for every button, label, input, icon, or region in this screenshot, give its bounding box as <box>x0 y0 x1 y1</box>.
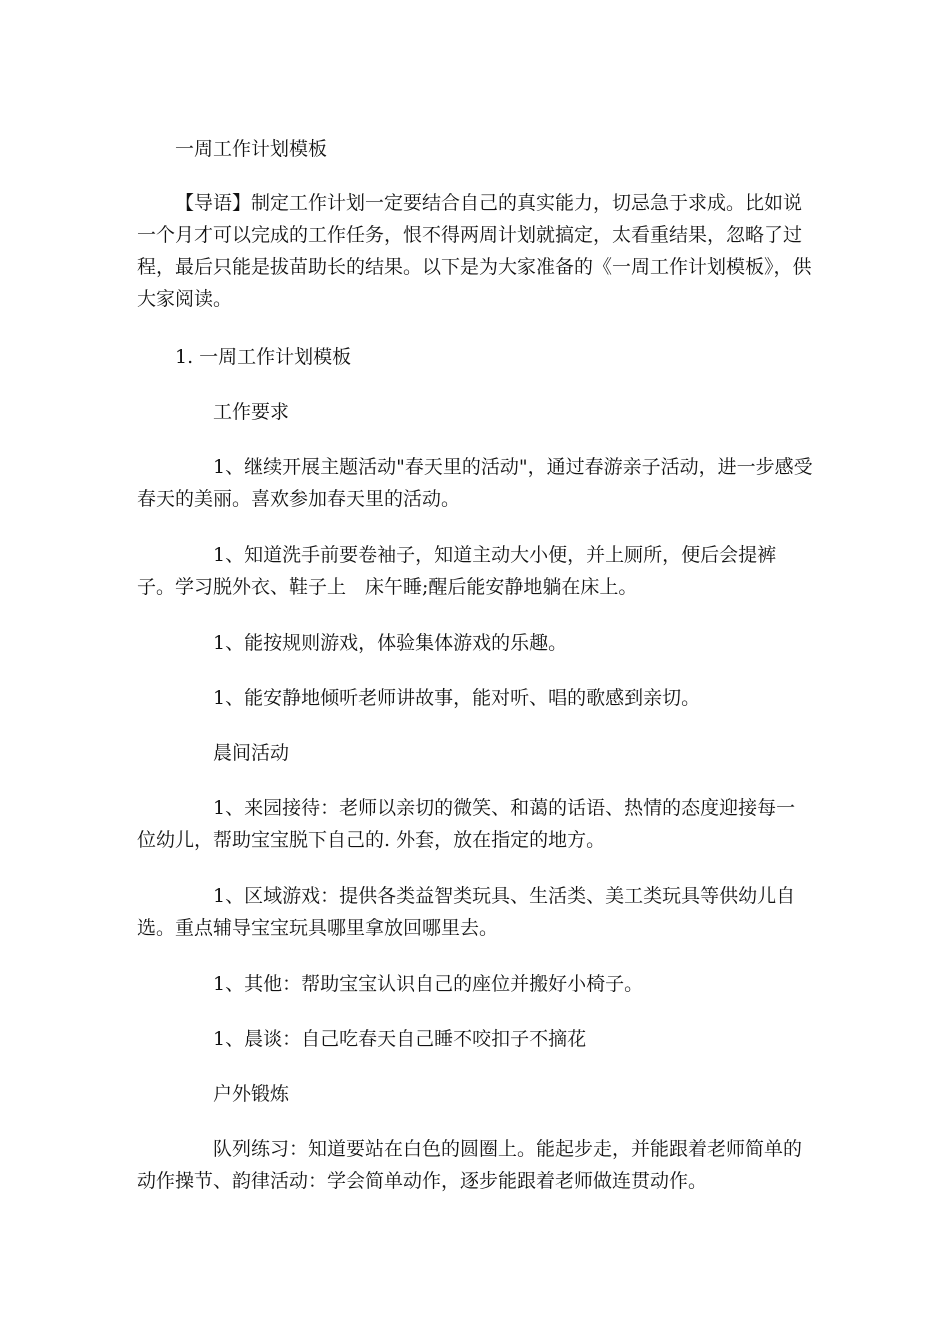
morning-item-2: 1、区域游戏：提供各类益智类玩具、生活类、美工类玩具等供幼儿自选。重点辅导宝宝玩具哪里拿放回哪里去。 <box>137 885 796 939</box>
morning-item-1: 1、来园接待：老师以亲切的微笑、和蔼的话语、热情的态度迎接每一位幼儿，帮助宝宝脱下自己的. 外套，放在指定的地方。 <box>137 797 796 851</box>
requirements-heading: 工作要求 <box>213 401 290 423</box>
outdoor-heading: 户外锻炼 <box>213 1083 290 1105</box>
requirement-item-2: 1、知道洗手前要卷袖子，知道主动大小便，并上厕所，便后会提裤子。学习脱外衣、鞋子上 床午睡;醒后能安静地躺在床上。 <box>137 544 777 598</box>
requirement-item-3: 1、能按规则游戏，体验集体游戏的乐趣。 <box>213 632 568 654</box>
intro-paragraph: 【导语】制定工作计划一定要结合自己的真实能力，切忌急于求成。比如说一个月才可以完成的工作任务，恨不得两周计划就搞定，太看重结果，忽略了过程，最后只能是拔苗助长的结果。以下是为大家准备的《一周工作计划模板》，供大家阅读。 <box>137 192 812 310</box>
section-heading: 1. 一周工作计划模板 <box>175 346 352 368</box>
morning-heading: 晨间活动 <box>213 742 290 764</box>
requirement-item-4: 1、能安静地倾听老师讲故事，能对听、唱的歌感到亲切。 <box>213 687 701 709</box>
requirement-item-1: 1、继续开展主题活动"春天里的活动"，通过春游亲子活动，进一步感受春天的美丽。喜欢参加春天里的活动。 <box>137 456 813 510</box>
document-title: 一周工作计划模板 <box>175 138 328 160</box>
outdoor-paragraph: 队列练习：知道要站在白色的圆圈上。能起步走，并能跟着老师简单的动作操节、韵律活动：学会简单动作，逐步能跟着老师做连贯动作。 <box>137 1138 803 1192</box>
morning-item-4: 1、晨谈：自己吃春天自己睡不咬扣子不摘花 <box>213 1028 587 1050</box>
morning-item-3: 1、其他：帮助宝宝认识自己的座位并搬好小椅子。 <box>213 973 644 995</box>
